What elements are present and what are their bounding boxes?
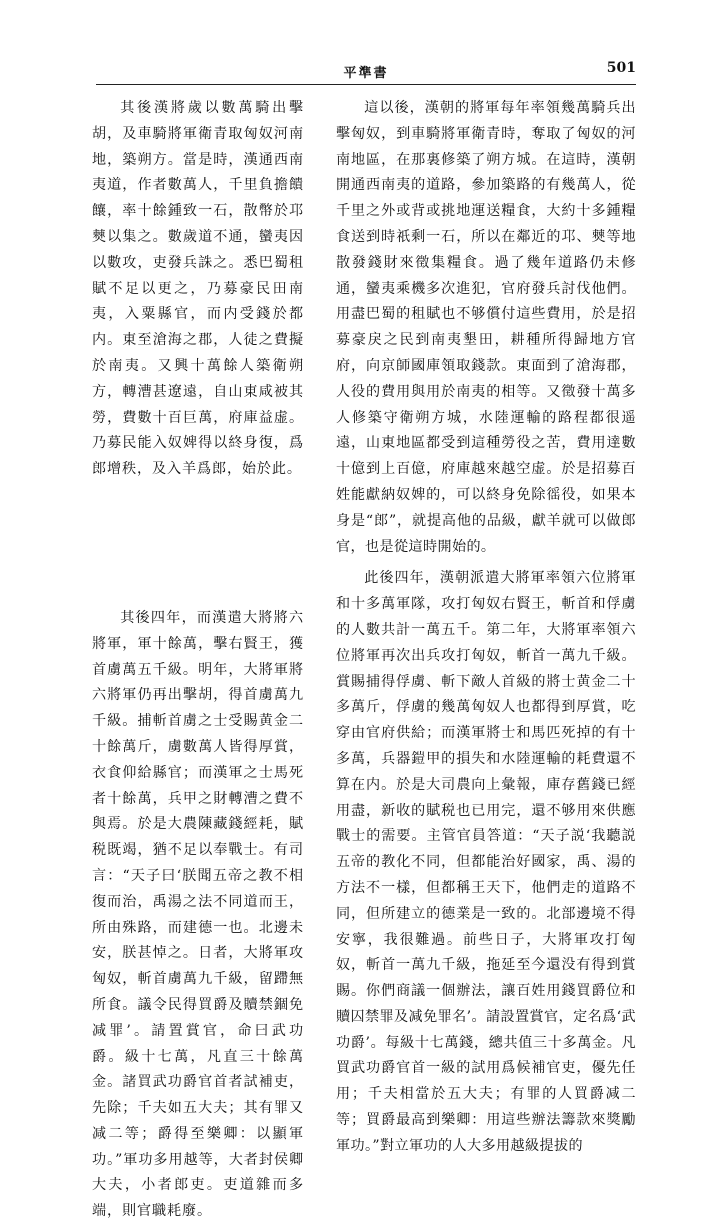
translation-column — [336, 96, 636, 1154]
section-title: 平準書 — [343, 66, 389, 81]
page-number: 501 — [606, 60, 636, 76]
translation-paragraph: 此後四年，漢朝派遣大將軍率領六位將軍和十多萬軍隊，攻打匈奴右賢王，斬首和俘虜的人數共計一萬五千。第二年，大將軍率領六位將軍再次出兵攻打匈奴，斬首一萬九千級。賞賜捕得俘虜、斬下敵人首級的將士黄金二十多萬斤，俘虜的幾萬匈奴人也都得到厚賞，吃穿由官府供給；而漢軍將士和馬匹死掉的有十多萬，兵器鎧甲的損失和水陸運輸的耗費還不算在内。於是大司農向上彙報，庫存舊錢已經用盡，新收的賦税也已用完，還不够用來供應戰士的需要。主管官員答道：“天子説‘我聽説五帝的教化不同，但都能治好國家，禹、湯的方法不一樣，但都稱王天下，他們走的道路不同，但所建立的德業是一致的。北部邊境不得安寧，我很難過。前些日子，大將軍攻打匈奴，斬首一萬九千級，拖延至今還没有得到賞賜。你們商議一個辦法，讓百姓用錢買爵位和贖囚禁罪及减免罪名’。請設置賞官，定名爲‘武功爵’。每級十七萬錢，總共值三十多萬金。凡買武功爵官首一級的試用爲候補官吏，優先任用；千夫相當於五大夫；有罪的人買爵减二等；買爵最高到樂卿：用這些辦法籌款來獎勵軍功。”對立軍功的人大多用越級提拔的 — [336, 570, 636, 1154]
paragraph-spacer — [92, 483, 304, 606]
original-text-column — [92, 96, 304, 1220]
running-header — [96, 62, 636, 85]
original-paragraph: 其後漢將歲以數萬騎出擊胡，及車騎將軍衛青取匈奴河南地，築朔方。當是時，漢通西南夷道，作者數萬人，千里負擔饋饟，率十餘鍾致一石，散幣於邛僰以集之。數歲道不通，蠻夷因以數攻，吏發兵誅之。悉巴蜀租賦不足以更之，乃募豪民田南夷，入粟縣官，而内受錢於都内。東至滄海之郡，人徒之費擬於南夷。又興十萬餘人築衛朔方，轉漕甚遼遠，自山東咸被其勞，費數十百巨萬，府庫益虚。乃募民能入奴婢得以終身復，爲郎增秩，及入羊爲郎，始於此。 — [92, 100, 304, 478]
original-paragraph: 其後四年，而漢遣大將將六將軍，軍十餘萬，擊右賢王，獲首虜萬五千級。明年，大將軍將六將軍仍再出擊胡，得首虜萬九千級。捕斬首虜之士受賜黄金二十餘萬斤，虜數萬人皆得厚賞，衣食仰給縣官；而漢軍之士馬死者十餘萬，兵甲之財轉漕之費不與焉。於是大農陳藏錢經耗，賦税既竭，猶不足以奉戰士。有司言：“天子曰‘朕聞五帝之教不相復而治，禹湯之法不同道而王，所由殊路，而建德一也。北邊未安，朕甚悼之。日者，大將軍攻匈奴，斬首虜萬九千級，留蹛無所食。議令民得買爵及贖禁錮免减罪’。請置賞官，命曰武功爵。級十七萬，凡直三十餘萬金。諸買武功爵官首者試補吏，先除；千夫如五大夫；其有罪又减二等；爵得至樂卿：以顯軍功。”軍功多用越等，大者封侯卿大夫，小者郎吏。吏道雜而多端，則官職耗廢。 — [92, 609, 304, 1220]
translation-paragraph: 這以後，漢朝的將軍每年率領幾萬騎兵出擊匈奴，到車騎將軍衛青時，奪取了匈奴的河南地區，在那裏修築了朔方城。在這時，漢朝開通西南夷的道路，參加築路的有幾萬人，從千里之外或背或挑地運送糧食，大約十多鍾糧食送到時祇剩一石，所以在鄰近的邛、僰等地散發錢財來徵集糧食。過了幾年道路仍未修通，蠻夷乘機多次進犯，官府發兵討伐他們。用盡巴蜀的租賦也不够償付這些費用，於是招募豪戾之民到南夷墾田，耕種所得歸地方官府，向京師國庫領取錢款。東面到了滄海郡，人役的費用與用於南夷的相等。又徵發十萬多人修築守衛朔方城，水陸運輸的路程都很遥遠，山東地區都受到這種勞役之苦，費用達數十億到上百億，府庫越來越空虚。於是招募百姓能獻納奴婢的，可以終身免除徭役，如果本身是“郎”，就提高他的品級，獻羊就可以做郎官，也是從這時開始的。 — [336, 100, 636, 555]
